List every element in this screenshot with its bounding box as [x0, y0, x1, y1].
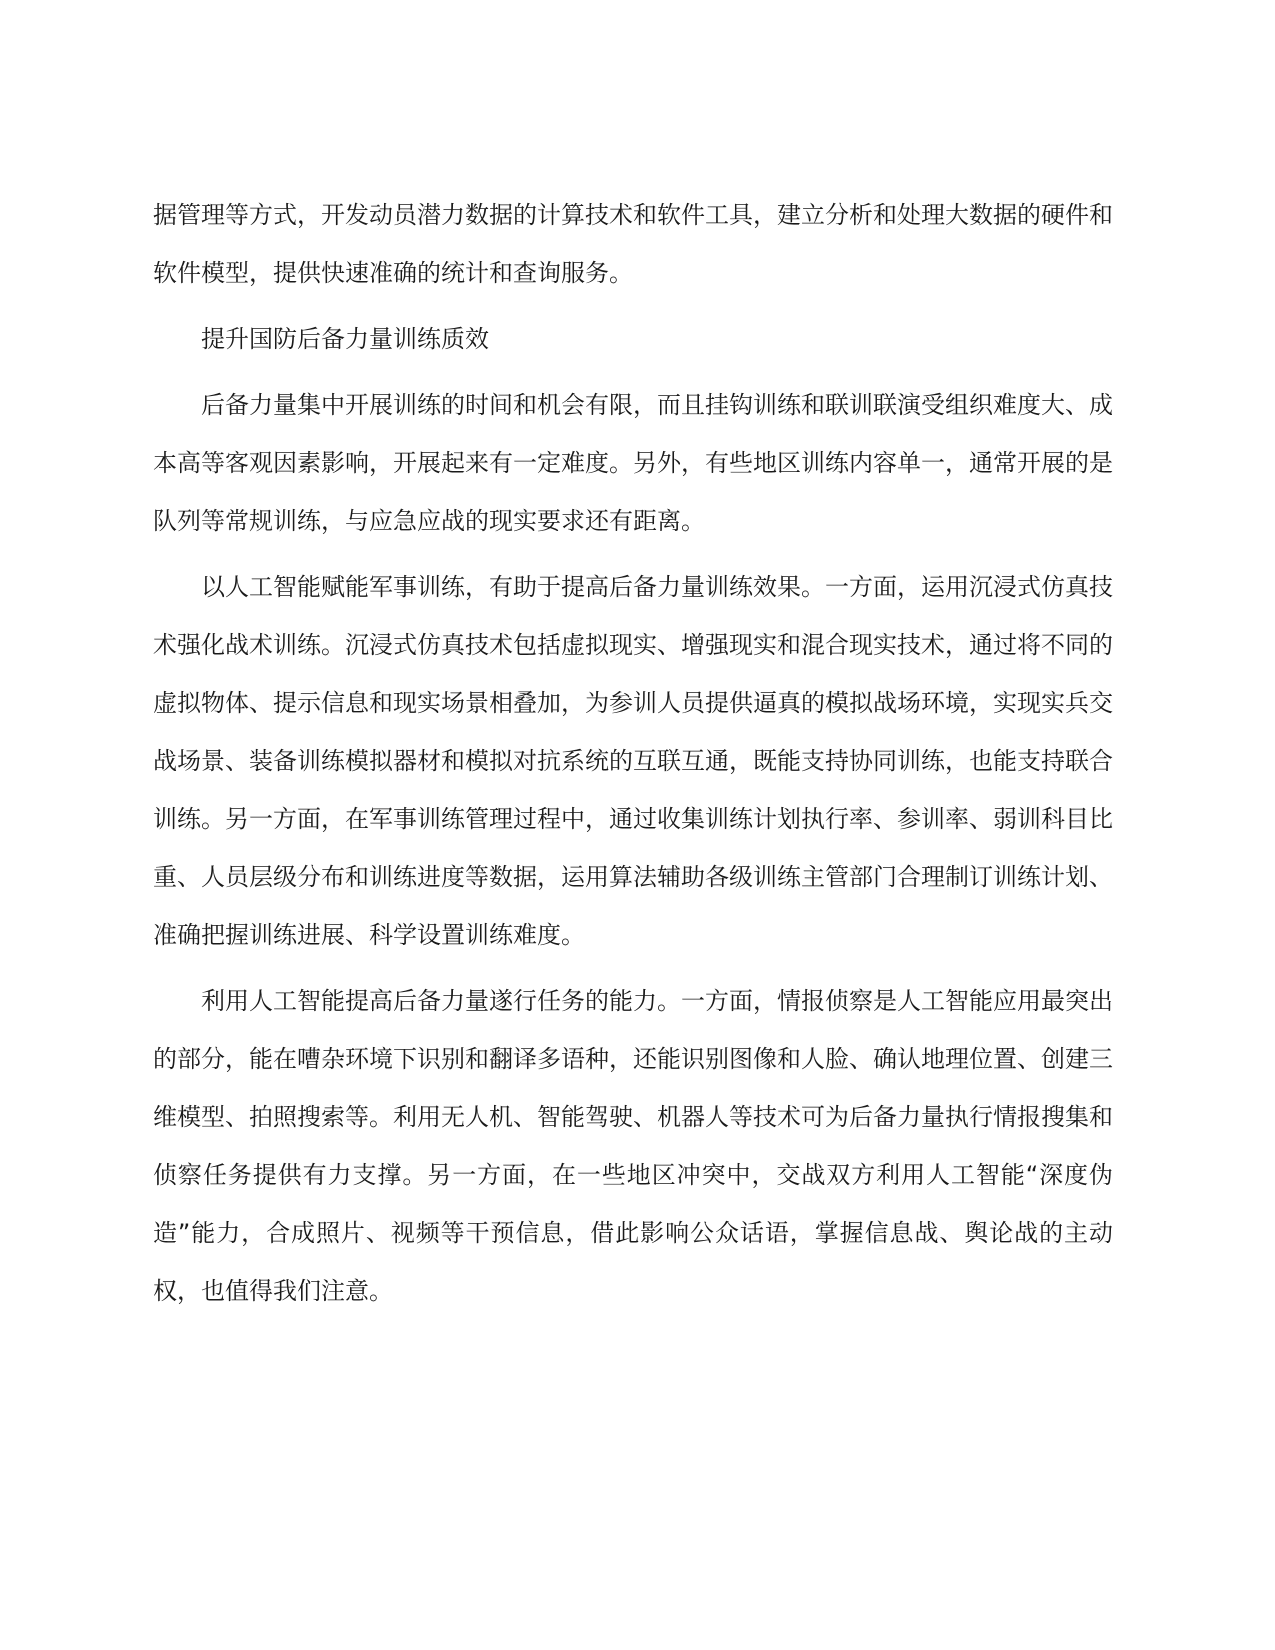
section-heading: 提升国防后备力量训练质效: [201, 325, 489, 353]
paragraph-continuation: 据管理等方式，开发动员潜力数据的计算技术和软件工具，建立分析和处理大数据的硬件和软件模型，提供快速准确的统计和查询服务。: [153, 201, 1113, 287]
paragraph-ai-training: 以人工智能赋能军事训练，有助于提高后备力量训练效果。一方面，运用沉浸式仿真技术强化战术训练。沉浸式仿真技术包括虚拟现实、增强现实和混合现实技术，通过将不同的虚拟物体、提示信息和现实场景相叠加，为参训人员提供逼真的模拟战场环境，实现实兵交战场景、装备训练模拟器材和模拟对抗系统的互联互通，既能支持协同训练，也能支持联合训练。另一方面，在军事训练管理过程中，通过收集训练计划执行率、参训率、弱训科目比重、人员层级分布和训练进度等数据，运用算法辅助各级训练主管部门合理制订训练计划、准确把握训练进展、科学设置训练难度。: [153, 573, 1113, 949]
paragraph-training-limits: 后备力量集中开展训练的时间和机会有限，而且挂钩训练和联训联演受组织难度大、成本高等客观因素影响，开展起来有一定难度。另外，有些地区训练内容单一，通常开展的是队列等常规训练，与应急应战的现实要求还有距离。: [153, 391, 1113, 535]
document-body: [153, 186, 1113, 1328]
paragraph-ai-missions: 利用人工智能提高后备力量遂行任务的能力。一方面，情报侦察是人工智能应用最突出的部分，能在嘈杂环境下识别和翻译多语种，还能识别图像和人脸、确认地理位置、创建三维模型、拍照搜索等。利用无人机、智能驾驶、机器人等技术可为后备力量执行情报搜集和侦察任务提供有力支撑。另一方面，在一些地区冲突中，交战双方利用人工智能“深度伪造”能力，合成照片、视频等干预信息，借此影响公众话语，掌握信息战、舆论战的主动权，也值得我们注意。: [153, 987, 1113, 1305]
